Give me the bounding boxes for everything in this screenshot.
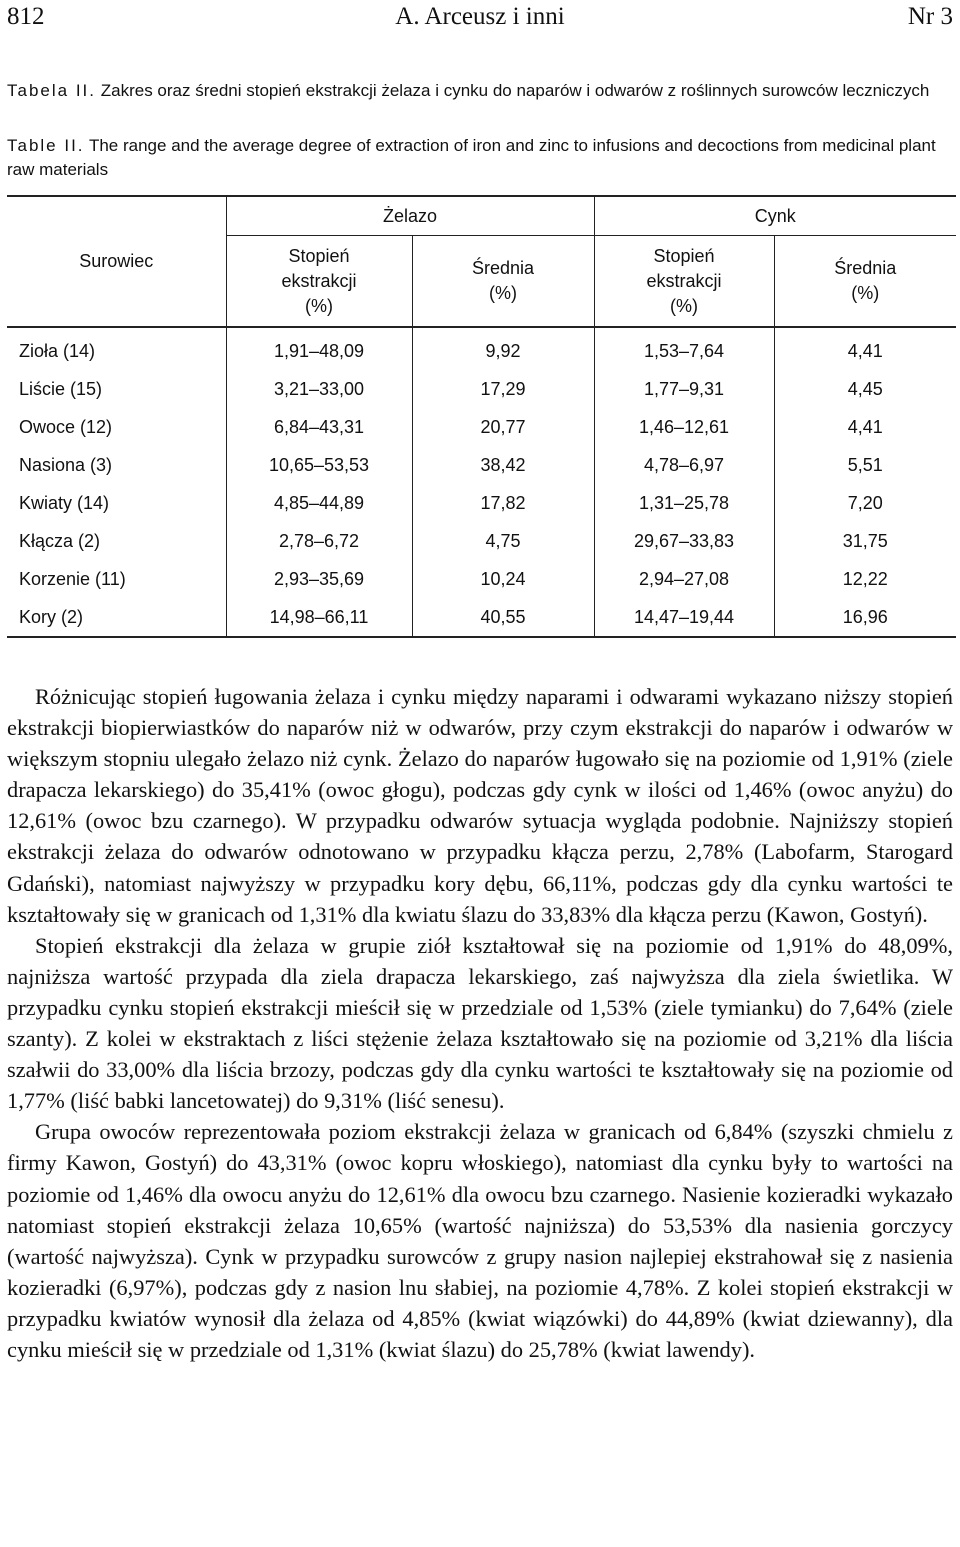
cell-zinc-mean: 12,22	[774, 560, 956, 598]
cell-zinc-range: 4,78–6,97	[594, 446, 774, 484]
table-row	[7, 446, 956, 484]
cell-zinc-range: 1,77–9,31	[594, 370, 774, 408]
cell-iron-mean: 4,75	[412, 522, 594, 560]
cell-iron-range: 14,98–66,11	[226, 598, 412, 637]
running-head-authors: A. Arceusz i inni	[395, 3, 565, 30]
table-row	[7, 598, 956, 637]
header-zinc-range	[594, 236, 774, 328]
cell-iron-mean: 17,29	[412, 370, 594, 408]
cell-material: Owoce (12)	[19, 416, 113, 437]
cell-material: Liście (15)	[19, 378, 103, 399]
caption-label-english: Table II.	[7, 136, 85, 155]
cell-iron-range: 3,21–33,00	[226, 370, 412, 408]
table-row	[7, 408, 956, 446]
header-zinc-mean-label: Średnia (%)	[834, 258, 897, 303]
cell-zinc-range: 2,94–27,08	[594, 560, 774, 598]
cell-iron-mean: 10,24	[412, 560, 594, 598]
issue-number: Nr 3	[907, 3, 953, 30]
header-zinc-range-label: Stopień ekstrakcji (%)	[646, 245, 722, 316]
header-iron-range-label: Stopień ekstrakcji (%)	[281, 245, 357, 316]
cell-iron-range: 2,93–35,69	[226, 560, 412, 598]
paragraph: Stopień ekstrakcji dla żelaza w grupie ziół kształtował się na poziomie od 1,91% do 48,09%, najniższa wartość przypada dla ziela drapacza lekarskiego, zaś najwyższa dla ziela świetlika. W przypadku cynku stopień ekstrakcji mieścił się w przedziale od 1,53% (ziele tymianku) do 7,64% (ziele szanty). Z kolei w ekstraktach z liści stężenie żelaza kształtowało się na poziomie od 3,21% dla liścia szałwii do 33,00% dla liścia brzozy, podczas gdy dla cynku wartości te kształtowały się na poziomie od 1,77% (liść babki lancetowatej) do 9,31% (liść senesu).	[7, 932, 953, 1114]
cell-material: Kłącza (2)	[19, 530, 101, 551]
cell-iron-mean: 9,92	[412, 327, 594, 370]
cell-material: Nasiona (3)	[19, 454, 113, 475]
page-number: 812	[7, 3, 45, 30]
caption-text-english: The range and the average degree of extraction of iron and zinc to infusions and decoctions from medicinal plant raw materials	[7, 136, 936, 179]
cell-iron-mean: 17,82	[412, 484, 594, 522]
paragraph: Grupa owoców reprezentowała poziom ekstrakcji żelaza w granicach od 6,84% (szyszki chmielu z firmy Kawon, Gostyń) do 43,31% (owoc kopru włoskiego), natomiast dla cynku były to wartości na poziomie od 1,46% dla owocu anyżu do 12,61% dla owocu bzu czarnego. Nasienie kozieradki wykazało natomiast stopień ekstrakcji żelaza 10,65% (wartość najniższa) do 53,53% dla nasienia gorczycy (wartość najwyższa). Cynk w przypadku surowców z grupy nasion najlepiej ekstrahował się z nasienia kozieradki (6,97%), podczas gdy z nasion lnu słabiej, na poziomie 4,78%. Z kolei stopień ekstrakcji w przypadku kwiatów wynosił dla żelaza od 4,85% (kwiat wiązówki) do 44,89% (kwiat dziewanny), dla cynku mieścił się w przedziale od 1,31% (kwiat ślazu) do 25,78% (kwiat lawendy).	[7, 1119, 953, 1362]
header-iron-mean	[412, 236, 594, 328]
cell-zinc-range: 1,46–12,61	[594, 408, 774, 446]
caption-label-polish: Tabela II.	[7, 81, 96, 100]
header-iron-mean-label: Średnia (%)	[471, 258, 535, 303]
running-head	[7, 0, 953, 34]
cell-material: Zioła (14)	[19, 340, 96, 361]
table-row	[7, 484, 956, 522]
table-row	[7, 560, 956, 598]
cell-zinc-mean: 4,41	[774, 327, 956, 370]
header-zinc-mean	[774, 236, 956, 328]
table-caption-polish	[7, 79, 953, 103]
cell-iron-range: 1,91–48,09	[226, 327, 412, 370]
cell-zinc-mean: 31,75	[774, 522, 956, 560]
cell-zinc-range: 1,31–25,78	[594, 484, 774, 522]
header-iron-range	[226, 236, 412, 328]
cell-iron-mean: 20,77	[412, 408, 594, 446]
header-surowiec: Surowiec	[7, 196, 226, 327]
cell-iron-range: 2,78–6,72	[226, 522, 412, 560]
cell-zinc-mean: 7,20	[774, 484, 956, 522]
table-body	[7, 327, 956, 637]
cell-iron-range: 10,65–53,53	[226, 446, 412, 484]
cell-iron-range: 4,85–44,89	[226, 484, 412, 522]
table-row	[7, 327, 956, 370]
header-group-zinc: Cynk	[594, 196, 956, 236]
extraction-table	[7, 195, 956, 638]
caption-text-polish: Zakres oraz średni stopień ekstrakcji żelaza i cynku do naparów i odwarów z roślinnych surowców leczniczych	[100, 81, 930, 100]
cell-zinc-mean: 4,41	[774, 408, 956, 446]
cell-zinc-range: 1,53–7,64	[594, 327, 774, 370]
cell-zinc-mean: 4,45	[774, 370, 956, 408]
cell-zinc-range: 14,47–19,44	[594, 598, 774, 637]
cell-material: Korzenie (11)	[19, 568, 126, 589]
table-row	[7, 522, 956, 560]
table-row	[7, 370, 956, 408]
cell-iron-mean: 40,55	[412, 598, 594, 637]
cell-zinc-mean: 5,51	[774, 446, 956, 484]
cell-material: Kory (2)	[19, 606, 84, 627]
paragraph: Różnicując stopień ługowania żelaza i cynku między naparami i odwarami wykazano niższy stopień ekstrakcji biopierwiastków do naparów niż w odwarów, przy czym ekstrakcji do naparów i odwarów w większym stopniu ulegało żelazo niż cynk. Żelazo do naparów ługowało się na poziomie od 1,91% (ziele drapacza lekarskiego) do 35,41% (owoc głogu), podczas gdy cynk w ilości od 1,46% (owoc anyżu) do 12,61% (owoc bzu czarnego). W przypadku odwarów sytuacja wygląda podobnie. Najniższy stopień ekstrakcji żelaza do odwarów odnotowano w przypadku kłącza perzu, 2,78% (Labofarm, Starogard Gdański), natomiast najwyższy w przypadku kory dębu, 66,11%, podczas gdy dla cynku wartości te kształtowały się w granicach od 1,31% dla kwiatu ślazu do 33,83% dla kłącza perzu (Kawon, Gostyń).	[7, 684, 953, 927]
header-group-iron: Żelazo	[226, 196, 594, 236]
body-text	[7, 681, 953, 1365]
table-caption-english	[7, 134, 953, 182]
cell-zinc-mean: 16,96	[774, 598, 956, 637]
cell-zinc-range: 29,67–33,83	[594, 522, 774, 560]
cell-material: Kwiaty (14)	[19, 492, 110, 513]
cell-iron-range: 6,84–43,31	[226, 408, 412, 446]
cell-iron-mean: 38,42	[412, 446, 594, 484]
